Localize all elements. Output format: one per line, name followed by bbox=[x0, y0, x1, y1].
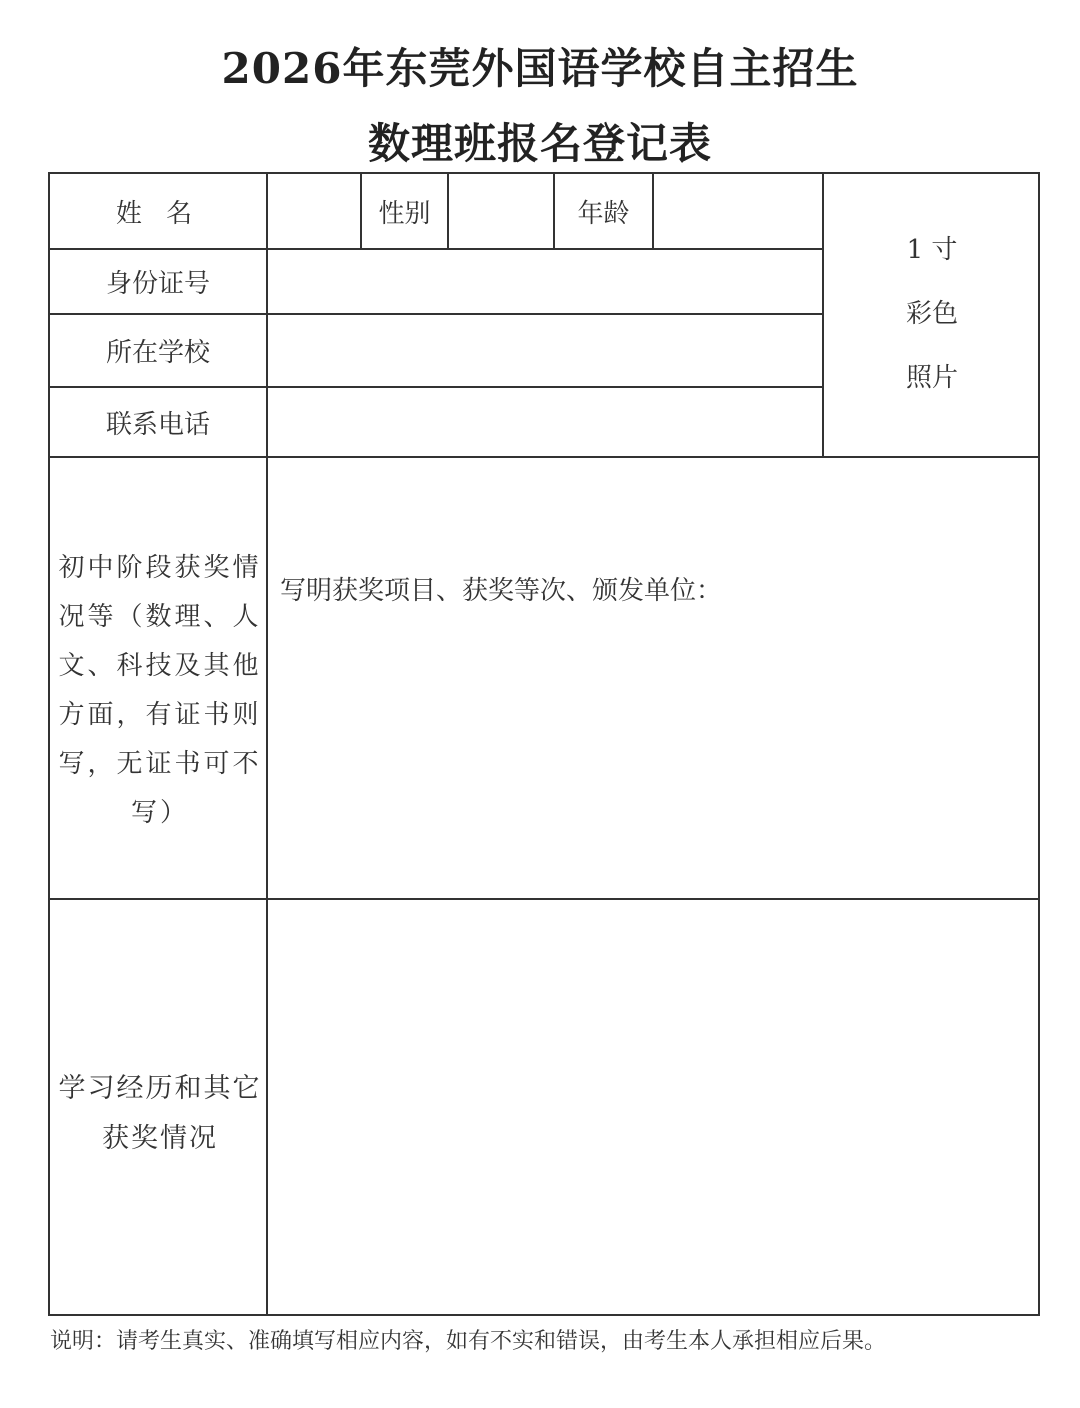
grid-line bbox=[50, 456, 1040, 458]
form-title-line1: 2026年东莞外国语学校自主招生 bbox=[221, 44, 859, 93]
form-title-line2: 数理班报名登记表 bbox=[367, 119, 712, 168]
photo-size-text: 1 寸 bbox=[906, 235, 958, 265]
name-label: 姓 名 bbox=[115, 198, 201, 229]
photo-label-text: 照片 bbox=[905, 363, 958, 393]
gender-field[interactable] bbox=[449, 174, 553, 248]
history-label: 学习经历和其它获奖情况 bbox=[58, 1073, 262, 1154]
form-note: 说明：请考生真实、准确填写相应内容，如有不实和错误，由考生本人承担相应后果。 bbox=[50, 1329, 887, 1354]
photo-placeholder bbox=[824, 174, 1040, 456]
awards-field[interactable] bbox=[268, 614, 1040, 898]
registration-form-table bbox=[48, 172, 1040, 1316]
school-label: 所在学校 bbox=[105, 338, 210, 368]
awards-label: 初中阶段获奖情况等（数理、人文、科技及其他方面，有证书则写，无证书可不写） bbox=[58, 553, 262, 828]
id-number-label: 身份证号 bbox=[105, 269, 210, 299]
phone-label: 联系电话 bbox=[105, 409, 210, 440]
name-field[interactable] bbox=[268, 174, 360, 248]
photo-color-text: 彩色 bbox=[905, 299, 958, 329]
school-field[interactable] bbox=[268, 315, 822, 386]
history-field[interactable] bbox=[268, 900, 1040, 1314]
gender-label: 性别 bbox=[378, 198, 431, 229]
age-label: 年龄 bbox=[577, 198, 630, 229]
awards-hint: 写明获奖项目、获奖等次、颁发单位： bbox=[280, 576, 723, 606]
id-number-field[interactable] bbox=[268, 250, 822, 313]
age-field[interactable] bbox=[654, 174, 822, 248]
phone-field[interactable] bbox=[268, 388, 822, 456]
